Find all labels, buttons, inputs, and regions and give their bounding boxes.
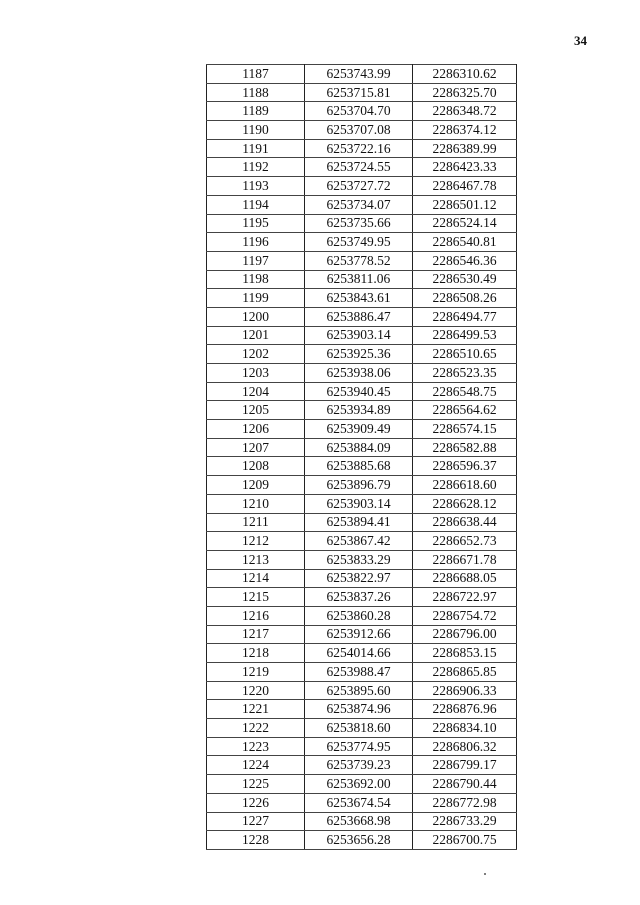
y-coordinate-cell: 2286374.12 [413, 121, 517, 140]
x-coordinate-cell: 6253867.42 [305, 532, 413, 551]
point-number-cell: 1216 [207, 606, 305, 625]
x-coordinate-cell: 6253734.07 [305, 195, 413, 214]
table-row [207, 550, 517, 569]
y-coordinate-cell: 2286524.14 [413, 214, 517, 233]
table-row [207, 606, 517, 625]
table-row [207, 289, 517, 308]
table-row [207, 457, 517, 476]
y-coordinate-cell: 2286671.78 [413, 550, 517, 569]
point-number-cell: 1228 [207, 831, 305, 850]
x-coordinate-cell: 6253739.23 [305, 756, 413, 775]
y-coordinate-cell: 2286722.97 [413, 588, 517, 607]
y-coordinate-cell: 2286574.15 [413, 420, 517, 439]
x-coordinate-cell: 6253912.66 [305, 625, 413, 644]
y-coordinate-cell: 2286865.85 [413, 663, 517, 682]
table-row [207, 214, 517, 233]
y-coordinate-cell: 2286754.72 [413, 606, 517, 625]
coordinates-table [206, 64, 517, 850]
table-row [207, 831, 517, 850]
table-row [207, 793, 517, 812]
y-coordinate-cell: 2286499.53 [413, 326, 517, 345]
y-coordinate-cell: 2286546.36 [413, 251, 517, 270]
point-number-cell: 1195 [207, 214, 305, 233]
x-coordinate-cell: 6253896.79 [305, 476, 413, 495]
y-coordinate-cell: 2286582.88 [413, 438, 517, 457]
x-coordinate-cell: 6253727.72 [305, 177, 413, 196]
table-row [207, 513, 517, 532]
y-coordinate-cell: 2286638.44 [413, 513, 517, 532]
point-number-cell: 1224 [207, 756, 305, 775]
table-row [207, 251, 517, 270]
x-coordinate-cell: 6253886.47 [305, 307, 413, 326]
table-row [207, 195, 517, 214]
point-number-cell: 1219 [207, 663, 305, 682]
x-coordinate-cell: 6253938.06 [305, 364, 413, 383]
table-row [207, 812, 517, 831]
x-coordinate-cell: 6253874.96 [305, 700, 413, 719]
point-number-cell: 1191 [207, 139, 305, 158]
x-coordinate-cell: 6253818.60 [305, 719, 413, 738]
y-coordinate-cell: 2286423.33 [413, 158, 517, 177]
x-coordinate-cell: 6253811.06 [305, 270, 413, 289]
x-coordinate-cell: 6253860.28 [305, 606, 413, 625]
y-coordinate-cell: 2286548.75 [413, 382, 517, 401]
table-row [207, 382, 517, 401]
point-number-cell: 1227 [207, 812, 305, 831]
table-row [207, 737, 517, 756]
y-coordinate-cell: 2286564.62 [413, 401, 517, 420]
table-row [207, 663, 517, 682]
y-coordinate-cell: 2286510.65 [413, 345, 517, 364]
scan-speck [484, 873, 486, 875]
point-number-cell: 1212 [207, 532, 305, 551]
point-number-cell: 1193 [207, 177, 305, 196]
y-coordinate-cell: 2286853.15 [413, 644, 517, 663]
x-coordinate-cell: 6253778.52 [305, 251, 413, 270]
point-number-cell: 1199 [207, 289, 305, 308]
table-row [207, 83, 517, 102]
point-number-cell: 1206 [207, 420, 305, 439]
y-coordinate-cell: 2286799.17 [413, 756, 517, 775]
point-number-cell: 1225 [207, 775, 305, 794]
point-number-cell: 1221 [207, 700, 305, 719]
x-coordinate-cell: 6253884.09 [305, 438, 413, 457]
point-number-cell: 1204 [207, 382, 305, 401]
table-row [207, 569, 517, 588]
point-number-cell: 1218 [207, 644, 305, 663]
point-number-cell: 1211 [207, 513, 305, 532]
point-number-cell: 1196 [207, 233, 305, 252]
point-number-cell: 1207 [207, 438, 305, 457]
table-row [207, 401, 517, 420]
table-row [207, 700, 517, 719]
point-number-cell: 1226 [207, 793, 305, 812]
x-coordinate-cell: 6253656.28 [305, 831, 413, 850]
table-row [207, 494, 517, 513]
table-row [207, 476, 517, 495]
y-coordinate-cell: 2286700.75 [413, 831, 517, 850]
table-row [207, 532, 517, 551]
x-coordinate-cell: 6253722.16 [305, 139, 413, 158]
table-row [207, 102, 517, 121]
y-coordinate-cell: 2286530.49 [413, 270, 517, 289]
table-row [207, 121, 517, 140]
point-number-cell: 1201 [207, 326, 305, 345]
point-number-cell: 1189 [207, 102, 305, 121]
x-coordinate-cell: 6254014.66 [305, 644, 413, 663]
x-coordinate-cell: 6253735.66 [305, 214, 413, 233]
x-coordinate-cell: 6253715.81 [305, 83, 413, 102]
table-row [207, 177, 517, 196]
point-number-cell: 1223 [207, 737, 305, 756]
y-coordinate-cell: 2286790.44 [413, 775, 517, 794]
point-number-cell: 1192 [207, 158, 305, 177]
y-coordinate-cell: 2286501.12 [413, 195, 517, 214]
point-number-cell: 1187 [207, 65, 305, 84]
point-number-cell: 1198 [207, 270, 305, 289]
x-coordinate-cell: 6253822.97 [305, 569, 413, 588]
y-coordinate-cell: 2286467.78 [413, 177, 517, 196]
point-number-cell: 1205 [207, 401, 305, 420]
y-coordinate-cell: 2286523.35 [413, 364, 517, 383]
point-number-cell: 1209 [207, 476, 305, 495]
point-number-cell: 1202 [207, 345, 305, 364]
y-coordinate-cell: 2286733.29 [413, 812, 517, 831]
y-coordinate-cell: 2286540.81 [413, 233, 517, 252]
y-coordinate-cell: 2286772.98 [413, 793, 517, 812]
point-number-cell: 1194 [207, 195, 305, 214]
table-row [207, 364, 517, 383]
y-coordinate-cell: 2286652.73 [413, 532, 517, 551]
x-coordinate-cell: 6253988.47 [305, 663, 413, 682]
point-number-cell: 1197 [207, 251, 305, 270]
table-row [207, 438, 517, 457]
point-number-cell: 1215 [207, 588, 305, 607]
y-coordinate-cell: 2286348.72 [413, 102, 517, 121]
x-coordinate-cell: 6253934.89 [305, 401, 413, 420]
table-row [207, 65, 517, 84]
x-coordinate-cell: 6253925.36 [305, 345, 413, 364]
table-row [207, 625, 517, 644]
point-number-cell: 1214 [207, 569, 305, 588]
table-row [207, 644, 517, 663]
x-coordinate-cell: 6253749.95 [305, 233, 413, 252]
x-coordinate-cell: 6253743.99 [305, 65, 413, 84]
x-coordinate-cell: 6253885.68 [305, 457, 413, 476]
table-row [207, 775, 517, 794]
y-coordinate-cell: 2286389.99 [413, 139, 517, 158]
point-number-cell: 1203 [207, 364, 305, 383]
x-coordinate-cell: 6253774.95 [305, 737, 413, 756]
table-row [207, 681, 517, 700]
table-row [207, 345, 517, 364]
table-row [207, 719, 517, 738]
point-number-cell: 1200 [207, 307, 305, 326]
x-coordinate-cell: 6253837.26 [305, 588, 413, 607]
table-row [207, 270, 517, 289]
table-row [207, 420, 517, 439]
x-coordinate-cell: 6253903.14 [305, 326, 413, 345]
table-row [207, 307, 517, 326]
coordinates-table-body [207, 65, 517, 850]
page-number: 34 [574, 33, 587, 48]
point-number-cell: 1188 [207, 83, 305, 102]
point-number-cell: 1217 [207, 625, 305, 644]
y-coordinate-cell: 2286796.00 [413, 625, 517, 644]
point-number-cell: 1220 [207, 681, 305, 700]
y-coordinate-cell: 2286906.33 [413, 681, 517, 700]
point-number-cell: 1213 [207, 550, 305, 569]
y-coordinate-cell: 2286688.05 [413, 569, 517, 588]
y-coordinate-cell: 2286494.77 [413, 307, 517, 326]
y-coordinate-cell: 2286834.10 [413, 719, 517, 738]
x-coordinate-cell: 6253940.45 [305, 382, 413, 401]
point-number-cell: 1190 [207, 121, 305, 140]
x-coordinate-cell: 6253903.14 [305, 494, 413, 513]
table-row [207, 588, 517, 607]
point-number-cell: 1208 [207, 457, 305, 476]
x-coordinate-cell: 6253843.61 [305, 289, 413, 308]
x-coordinate-cell: 6253674.54 [305, 793, 413, 812]
x-coordinate-cell: 6253668.98 [305, 812, 413, 831]
y-coordinate-cell: 2286628.12 [413, 494, 517, 513]
point-number-cell: 1222 [207, 719, 305, 738]
x-coordinate-cell: 6253894.41 [305, 513, 413, 532]
point-number-cell: 1210 [207, 494, 305, 513]
x-coordinate-cell: 6253895.60 [305, 681, 413, 700]
table-row [207, 326, 517, 345]
table-row [207, 756, 517, 775]
table-row [207, 139, 517, 158]
y-coordinate-cell: 2286596.37 [413, 457, 517, 476]
y-coordinate-cell: 2286806.32 [413, 737, 517, 756]
table-row [207, 233, 517, 252]
y-coordinate-cell: 2286618.60 [413, 476, 517, 495]
x-coordinate-cell: 6253704.70 [305, 102, 413, 121]
y-coordinate-cell: 2286325.70 [413, 83, 517, 102]
y-coordinate-cell: 2286310.62 [413, 65, 517, 84]
y-coordinate-cell: 2286876.96 [413, 700, 517, 719]
x-coordinate-cell: 6253833.29 [305, 550, 413, 569]
x-coordinate-cell: 6253692.00 [305, 775, 413, 794]
x-coordinate-cell: 6253707.08 [305, 121, 413, 140]
table-row [207, 158, 517, 177]
x-coordinate-cell: 6253724.55 [305, 158, 413, 177]
y-coordinate-cell: 2286508.26 [413, 289, 517, 308]
x-coordinate-cell: 6253909.49 [305, 420, 413, 439]
